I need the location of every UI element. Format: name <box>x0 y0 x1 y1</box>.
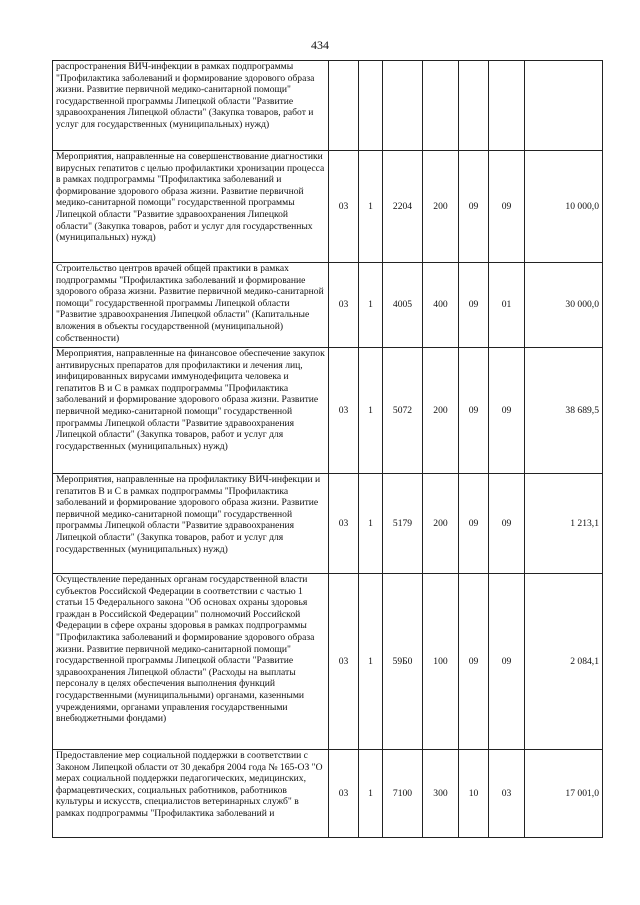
section-code: 09 <box>459 574 489 750</box>
subsection-code: 09 <box>489 574 525 750</box>
table-row <box>53 474 603 574</box>
subprogram-code: 1 <box>359 348 383 474</box>
expense-type-code: 200 <box>423 474 459 574</box>
expense-type-code: 200 <box>423 348 459 474</box>
budget-table <box>52 60 603 838</box>
subprogram-code: 1 <box>359 750 383 838</box>
item-code: 4005 <box>383 263 423 348</box>
subsection-code <box>489 61 525 151</box>
row-description: Мероприятия, направленные на финансовое обеспечение закупок антивирусных препаратов для профилактики и лечения лиц, инфицированных вирусами иммунодефицита человека и гепатитов В и С в рамках подпрограммы "Профилактика заболеваний и формирование здорового образа жизни. Развитие первичной медико-санитарной помощи" государственной программы Липецкой области "Развитие здравоохранения Липецкой области" (Закупка товаров, работ и услуг для государственных (муниципальных) нужд) <box>53 348 329 474</box>
expense-type-code <box>423 61 459 151</box>
item-code <box>383 61 423 151</box>
section-code: 09 <box>459 348 489 474</box>
amount-value: 38 689,5 <box>525 348 603 474</box>
section-code: 09 <box>459 263 489 348</box>
amount-value: 10 000,0 <box>525 151 603 263</box>
table-row <box>53 61 603 151</box>
item-code: 2204 <box>383 151 423 263</box>
row-description: Предоставление мер социальной поддержки в соответствии с Законом Липецкой области от 30 декабря 2004 года № 165-ОЗ "О мерах социальной поддержки педагогических, медицинских, фармацевтических, социальных работников, работников культуры и искусств, специалистов ветеринарных служб" в рамках подпрограммы "Профилактика заболеваний и <box>53 750 329 838</box>
subsection-code: 01 <box>489 263 525 348</box>
subprogram-code: 1 <box>359 151 383 263</box>
item-code: 5179 <box>383 474 423 574</box>
program-code <box>329 61 359 151</box>
amount-value <box>525 61 603 151</box>
item-code: 7100 <box>383 750 423 838</box>
table-row <box>53 151 603 263</box>
subprogram-code: 1 <box>359 263 383 348</box>
program-code: 03 <box>329 263 359 348</box>
item-code: 59Б0 <box>383 574 423 750</box>
section-code: 10 <box>459 750 489 838</box>
expense-type-code: 400 <box>423 263 459 348</box>
expense-type-code: 100 <box>423 574 459 750</box>
subsection-code: 03 <box>489 750 525 838</box>
subsection-code: 09 <box>489 151 525 263</box>
row-description: Осуществление переданных органам государственной власти субъектов Российской Федерации в соответствии с частью 1 статьи 15 Федерального закона "Об основах охраны здоровья граждан в Российской Федерации" полномочий Российской Федерации в сфере охраны здоровья в рамках подпрограммы "Профилактика заболеваний и формирование здорового образа жизни. Развитие первичной медико-санитарной помощи" государственной программы Липецкой области "Развитие здравоохранения Липецкой области" (Расходы на выплаты персоналу в целях обеспечения выполнения функций государственными (муниципальными) органами, казенными учреждениями, органами управления государственными внебюджетными фондами) <box>53 574 329 750</box>
subprogram-code: 1 <box>359 574 383 750</box>
program-code: 03 <box>329 574 359 750</box>
expense-type-code: 300 <box>423 750 459 838</box>
page-number: 434 <box>311 38 329 52</box>
program-code: 03 <box>329 474 359 574</box>
section-code: 09 <box>459 474 489 574</box>
subsection-code: 09 <box>489 474 525 574</box>
expense-type-code: 200 <box>423 151 459 263</box>
amount-value: 30 000,0 <box>525 263 603 348</box>
table-row <box>53 574 603 750</box>
table-row <box>53 263 603 348</box>
amount-value: 1 213,1 <box>525 474 603 574</box>
subprogram-code: 1 <box>359 474 383 574</box>
section-code: 09 <box>459 151 489 263</box>
row-description: Мероприятия, направленные на совершенствование диагностики вирусных гепатитов с целью профилактики хронизации процесса в рамках подпрограммы "Профилактика заболеваний и формирование здорового образа жизни. Развитие первичной медико-санитарной помощи" государственной программы Липецкой области "Развитие здравоохранения Липецкой области" (Закупка товаров, работ и услуг для государственных (муниципальных) нужд) <box>53 151 329 263</box>
amount-value: 17 001,0 <box>525 750 603 838</box>
item-code: 5072 <box>383 348 423 474</box>
row-description: Мероприятия, направленные на профилактику ВИЧ-инфекции и гепатитов В и С в рамках подпрограммы "Профилактика заболеваний и формирование здорового образа жизни. Развитие первичной медико-санитарной помощи" государственной программы Липецкой области "Развитие здравоохранения Липецкой области" (Закупка товаров, работ и услуг для государственных (муниципальных) нужд) <box>53 474 329 574</box>
row-description: распространения ВИЧ-инфекции в рамках подпрограммы "Профилактика заболеваний и формирование здорового образа жизни. Развитие первичной медико-санитарной помощи" государственной программы Липецкой области "Развитие здравоохранения Липецкой области" (Закупка товаров, работ и услуг для государственных (муниципальных) нужд) <box>53 61 329 151</box>
subsection-code: 09 <box>489 348 525 474</box>
program-code: 03 <box>329 151 359 263</box>
program-code: 03 <box>329 348 359 474</box>
table-row <box>53 348 603 474</box>
table-row <box>53 750 603 838</box>
row-description: Строительство центров врачей общей практики в рамках подпрограммы "Профилактика заболеваний и формирование здорового образа жизни. Развитие первичной медико-санитарной помощи" государственной программы Липецкой области "Развитие здравоохранения Липецкой области" (Капитальные вложения в объекты государственной (муниципальной) собственности) <box>53 263 329 348</box>
program-code: 03 <box>329 750 359 838</box>
section-code <box>459 61 489 151</box>
amount-value: 2 084,1 <box>525 574 603 750</box>
subprogram-code <box>359 61 383 151</box>
